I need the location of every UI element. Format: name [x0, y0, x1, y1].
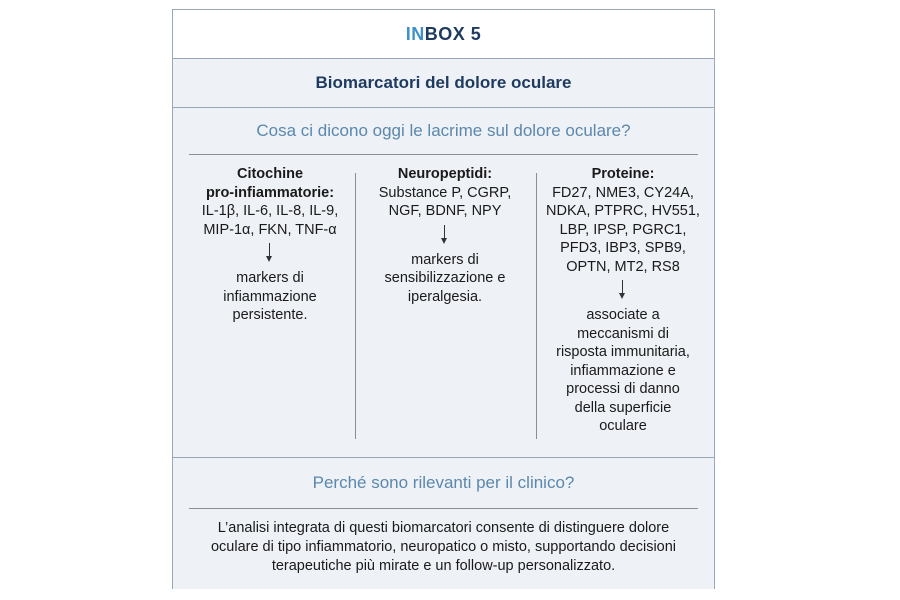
column-items: IL-1β, IL-6, IL-8, IL-9, MIP-1α, FKN, TNF-α — [201, 203, 339, 238]
column-proteins — [541, 165, 705, 436]
question-clinical-relevance: Perché sono rilevanti per il clinico? — [312, 473, 575, 492]
box-title-prefix: IN — [405, 23, 425, 44]
column-heading: Citochine pro-infiammatorie: — [205, 166, 335, 201]
column-result: associate a meccanismi di risposta immunitaria, infiammazione e processi di danno della superficie oculare — [556, 307, 690, 434]
column-divider-2 — [536, 173, 537, 439]
column-result: markers di infiammazione persistente. — [223, 270, 317, 323]
section-title: Biomarcatori del dolore oculare — [173, 59, 714, 108]
box-body — [173, 58, 714, 589]
column-cytokines — [187, 165, 353, 325]
column-neuropeptides — [367, 165, 523, 306]
arrow-down-icon — [266, 243, 274, 263]
question-tears: Cosa ci dicono oggi le lacrime sul dolore oculare? — [256, 121, 631, 140]
column-divider-1 — [355, 173, 356, 439]
conclusion-paragraph: L’analisi integrata di questi biomarcatori consente di distinguere dolore oculare di tipo infiammatorio, neuropatico o misto, supportando decisioni terapeutiche più mirate e un follow-up personalizzato. — [210, 520, 677, 574]
column-heading: Neuropeptidi: — [397, 166, 493, 182]
arrow-down-icon — [619, 280, 627, 300]
arrow-down-icon — [441, 225, 449, 245]
column-heading: Proteine: — [591, 166, 655, 182]
inbox-panel — [172, 9, 715, 589]
column-result: markers di sensibilizzazione e iperalgesia. — [384, 251, 506, 305]
biomarker-columns — [173, 155, 714, 457]
column-items: Substance P, CGRP, NGF, BDNF, NPY — [378, 184, 512, 219]
box-header — [173, 10, 714, 58]
column-items: FD27, NME3, CY24A, NDKA, PTPRC, HV551, LBP, IPSP, PGRC1, PFD3, IBP3, SPB9, OPTN, MT2, RS8 — [546, 184, 700, 275]
box-title-rest: BOX 5 — [424, 23, 482, 44]
